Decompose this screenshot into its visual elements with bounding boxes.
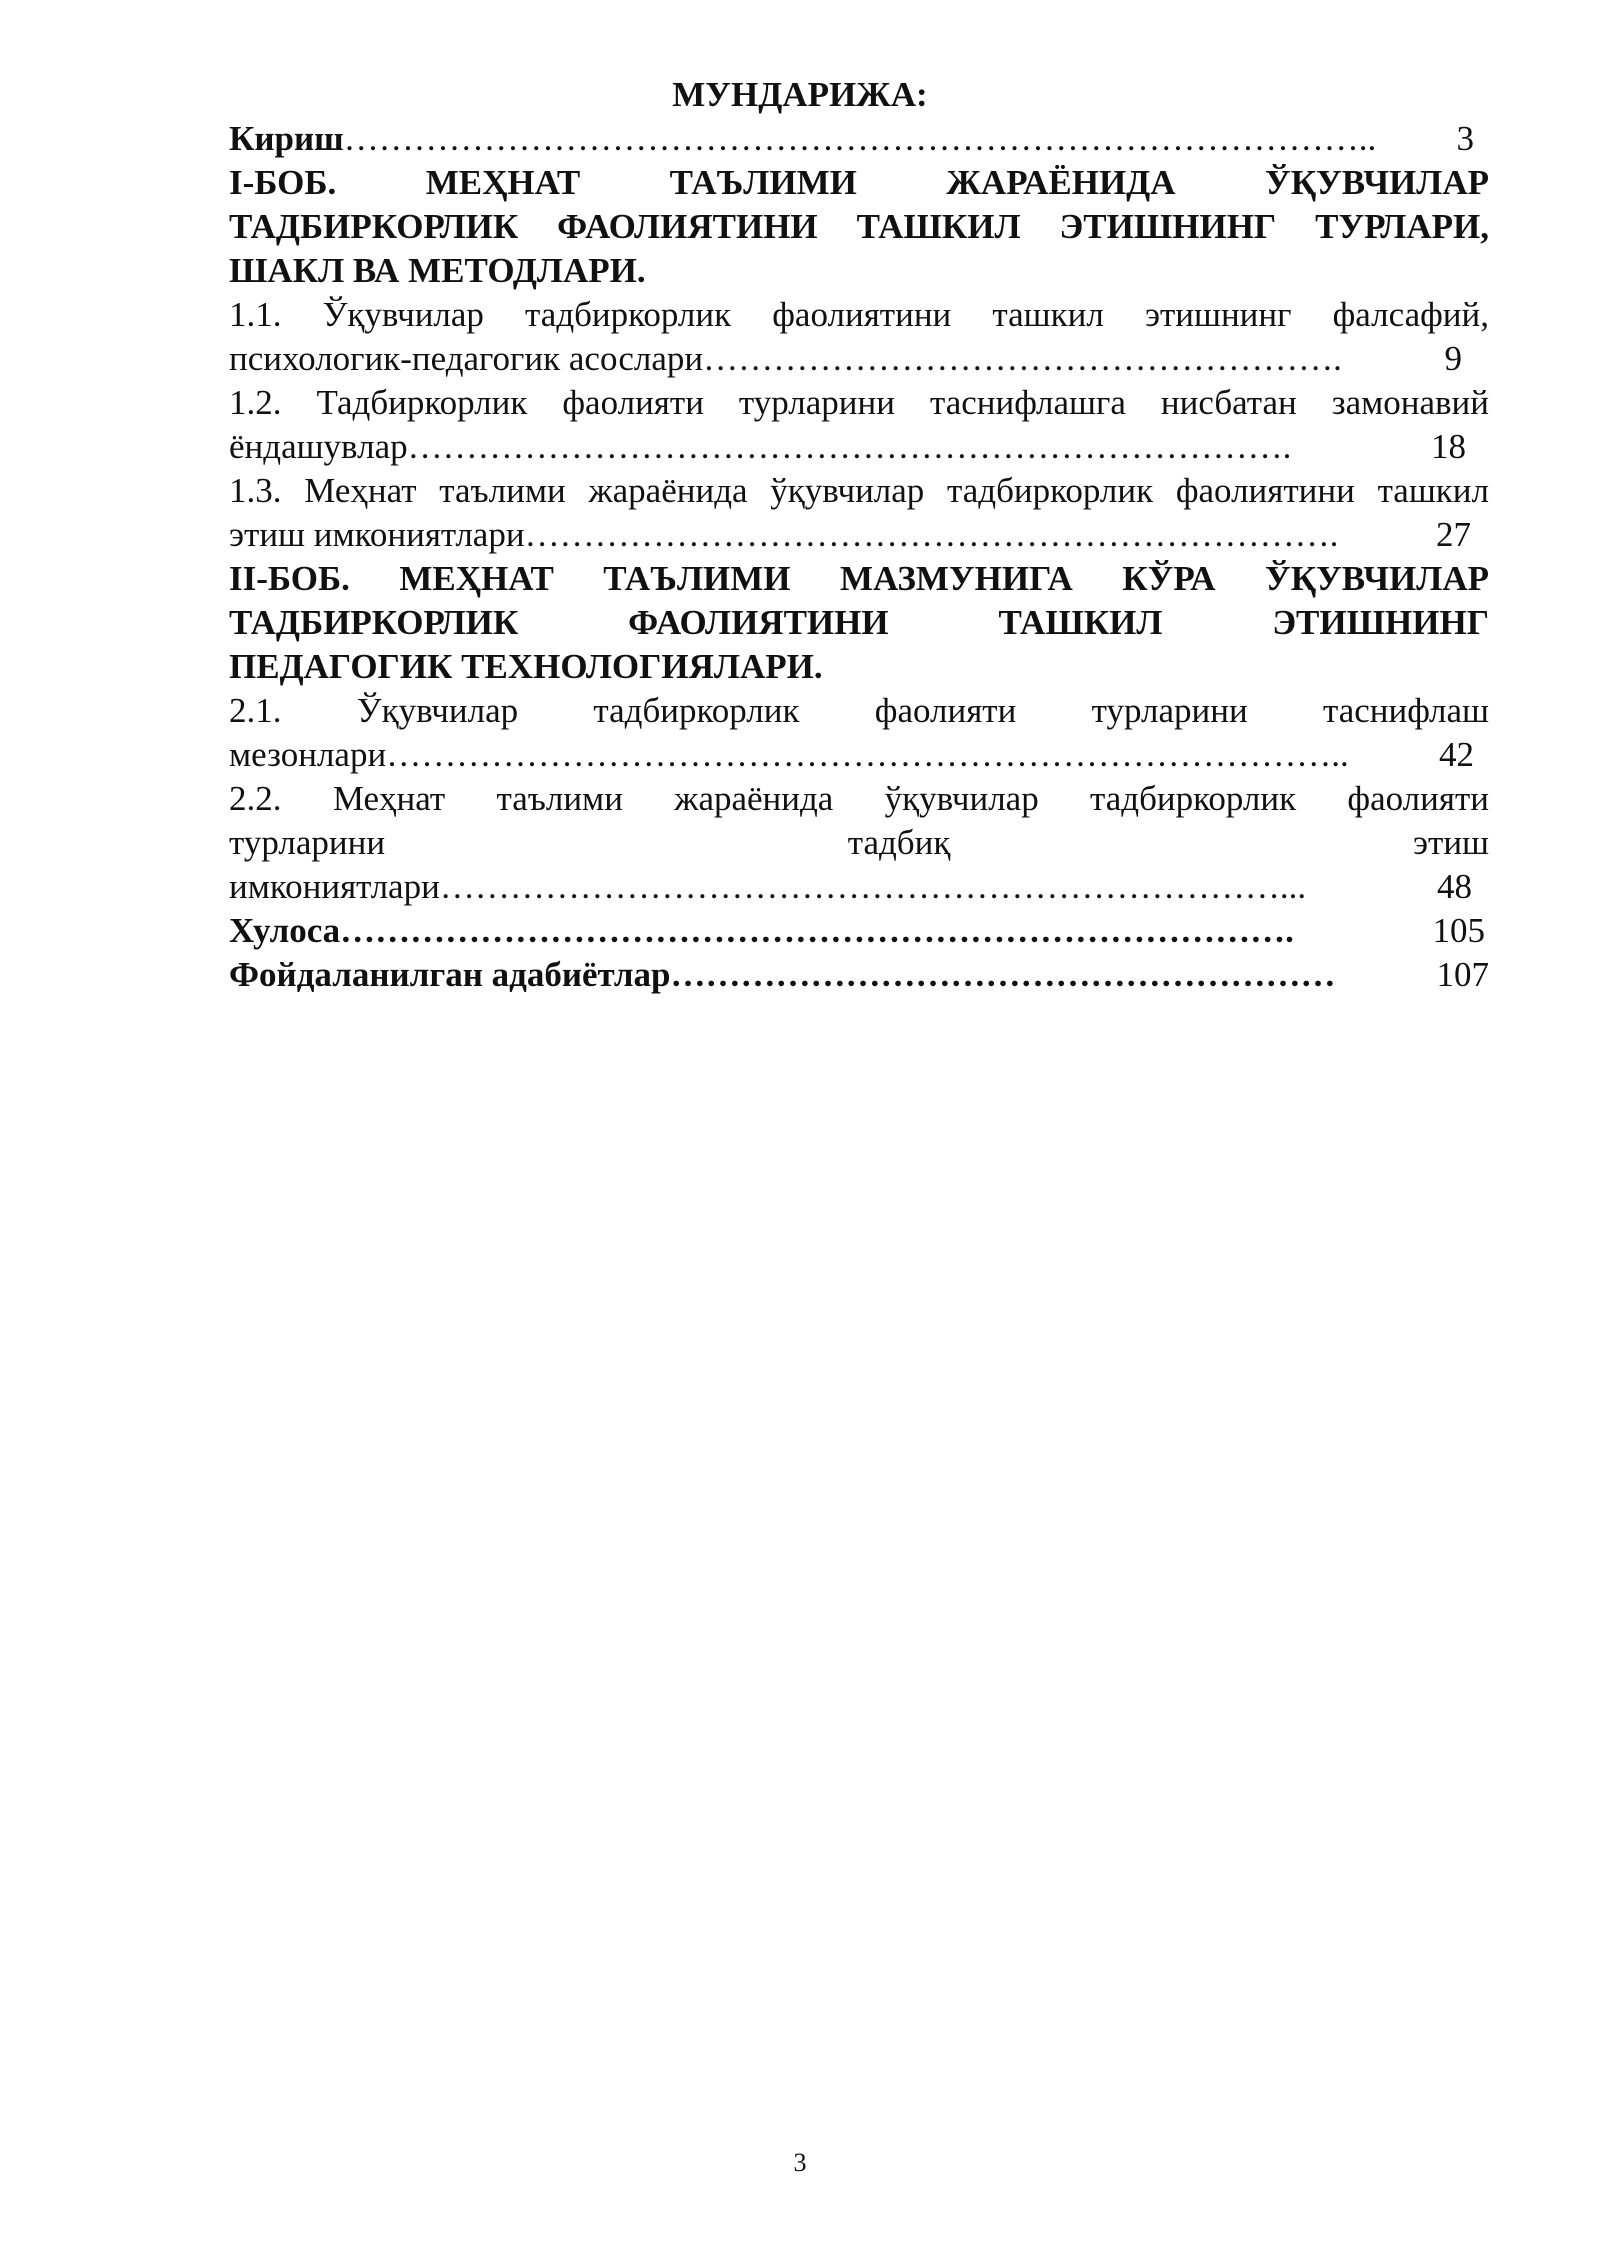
toc-entry-1-1-line2[interactable] [229,337,1462,381]
toc-entry-2-2-line1[interactable]: 2.2. Меҳнат таълими жараёнида ўқувчилар тадбиркорлик фаолияти [229,779,1489,818]
toc-page-number: 9 [1444,339,1462,378]
toc-entry-1-2-line1[interactable]: 1.2. Тадбиркорлик фаолияти турларини таснифлашга нисбатан замонавий [229,383,1489,422]
toc-entry-intro[interactable] [229,117,1474,161]
toc-entry-1-3-line1[interactable]: 1.3. Меҳнат таълими жараёнида ўқувчилар тадбиркорлик фаолиятини ташкил [229,471,1489,510]
toc-entry-label: Кириш [229,119,344,158]
toc-entry-2-1-line1[interactable]: 2.1. Ўқувчилар тадбиркорлик фаолияти турларини таснифлаш [229,691,1489,730]
toc-page-number: 3 [1456,119,1474,158]
toc-leader-dots: ………………………………………………… [670,955,1336,994]
toc-leader-dots: ……………………………………………………………. [524,515,1339,554]
chapter2-heading-line3[interactable]: ПЕДАГОГИК ТЕХНОЛОГИЯЛАРИ. [229,647,823,686]
toc-entry-references[interactable] [229,953,1489,997]
toc-title: МУНДАРИЖА: [672,75,928,114]
toc-entry-2-2-line3[interactable] [229,865,1472,909]
toc-entry-2-1-line2[interactable] [229,733,1474,777]
toc-entry-1-1-line1[interactable]: 1.1. Ўқувчилар тадбиркорлик фаолиятини ташкил этишнинг фалсафий, [229,295,1489,334]
toc-leader-dots: ……………………………………………………………………….. [386,735,1349,774]
toc-page-number: 105 [1432,911,1485,950]
toc-page-number: 27 [1436,515,1471,554]
toc-page-number: 48 [1437,867,1472,906]
toc-entry-label: Хулоса [229,911,341,950]
toc-leader-dots: ………………………………………………………………………. [340,911,1294,950]
toc-entry-label: Фойдаланилган адабиётлар [229,955,671,994]
toc-entry-2-2-line2[interactable]: турларини тадбиқ этиш [229,823,1489,862]
chapter1-heading-line3[interactable]: ШАКЛ ВА МЕТОДЛАРИ. [229,251,646,290]
toc-entry-1-2-line2[interactable] [229,425,1466,469]
toc-entry-1-3-line2[interactable] [229,513,1471,557]
toc-entry-label: психологик-педагогик асослари [229,339,704,378]
chapter2-heading-line2[interactable]: ТАДБИРКОРЛИК ФАОЛИЯТИНИ ТАШКИЛ ЭТИШНИНГ [229,603,1489,642]
toc-leader-dots: ………………………………………………. [703,339,1342,378]
toc-page-number: 42 [1439,735,1474,774]
toc-page-number: 107 [1436,955,1489,994]
toc-entry-label: этиш имкониятлари [229,515,525,554]
toc-page-number: 18 [1431,427,1466,466]
toc-entry-label: ёндашувлар [229,427,408,466]
toc-leader-dots: ………………………………………………………………... [439,867,1307,906]
page-number: 3 [793,2148,807,2177]
toc-leader-dots: …………………………………………………………………………….. [343,119,1377,158]
toc-entry-conclusion[interactable] [229,909,1485,953]
chapter1-heading-line1[interactable]: I-БОБ. МЕҲНАТ ТАЪЛИМИ ЖАРАЁНИДА ЎҚУВЧИЛАР [229,163,1489,202]
toc-entry-label: имкониятлари [229,867,440,906]
toc-leader-dots: …………………………………………………………………. [407,427,1292,466]
chapter1-heading-line2[interactable]: ТАДБИРКОРЛИК ФАОЛИЯТИНИ ТАШКИЛ ЭТИШНИНГ ТУРЛАРИ, [229,207,1489,246]
toc-entry-label: мезонлари [229,735,387,774]
chapter2-heading-line1[interactable]: II-БОБ. МЕҲНАТ ТАЪЛИМИ МАЗМУНИГА КЎРА ЎҚУВЧИЛАР [229,559,1489,598]
